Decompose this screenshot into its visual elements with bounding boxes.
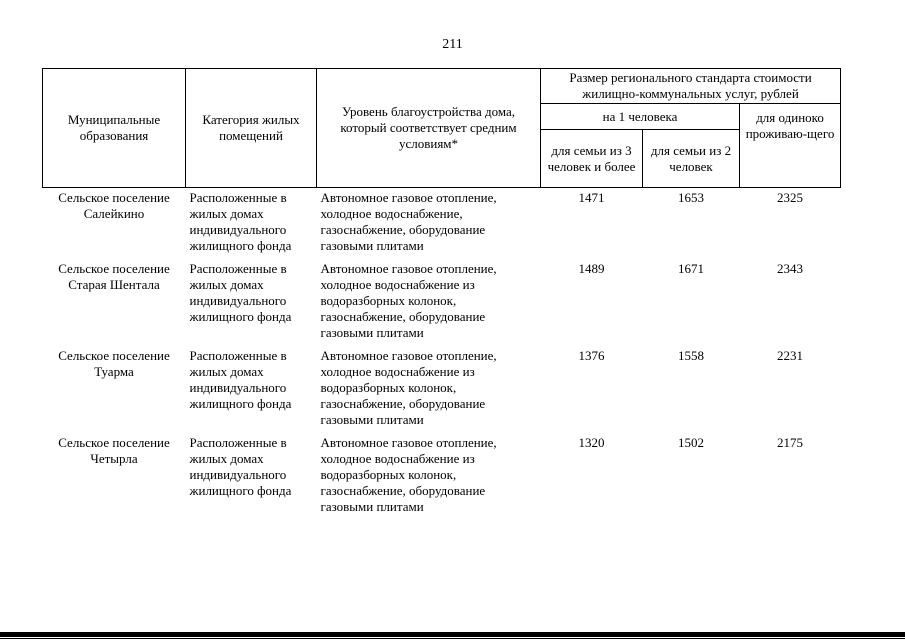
table-row [43,259,841,346]
row-category: Расположенные в жилых домах индивидуального жилищного фонда [189,261,292,324]
row-municipality: Сельское поселение Салейкино [58,190,170,221]
table-header [43,69,841,188]
row-municipality: Сельское поселение Четырла [58,435,170,466]
row-category: Расположенные в жилых домах индивидуального жилищного фонда [189,348,292,411]
header-family3: для семьи из 3 человек и более [541,130,643,188]
row-family3-value: 1489 [578,261,605,276]
row-municipality: Сельское поселение Туарма [58,348,170,379]
row-family3-value: 1471 [578,190,605,205]
row-category: Расположенные в жилых домах индивидуального жилищного фонда [189,190,292,253]
row-single-value: 2325 [777,190,804,205]
row-family2-value: 1502 [678,435,704,450]
housing-standards-table [42,68,841,520]
row-level: Автономное газовое отопление, холодное водоснабжение из водоразборных колонок, газоснабжение, оборудование газовыми плитами [320,348,497,427]
row-level: Автономное газовое отопление, холодное водоснабжение из водоразборных колонок, газоснабжение, оборудование газовыми плитами [320,261,497,340]
bottom-rule [0,632,905,637]
row-level: Автономное газовое отопление, холодное водоснабжение, газоснабжение, оборудование газовыми плитами [320,190,497,253]
row-single-value: 2175 [777,435,804,450]
table-body [43,188,841,521]
header-family2: для семьи из 2 человек [643,130,740,188]
row-single-value: 2231 [777,348,804,363]
row-single-value: 2343 [777,261,804,276]
row-family2-value: 1653 [678,190,704,205]
row-municipality: Сельское поселение Старая Шентала [58,261,170,292]
page-number: 211 [442,37,463,52]
row-family3-value: 1376 [578,348,605,363]
row-family2-value: 1671 [678,261,704,276]
row-family3-value: 1320 [578,435,605,450]
header-category: Категория жилых помещений [186,69,317,188]
header-municipality: Муниципальные образования [43,69,186,188]
row-category: Расположенные в жилых домах индивидуального жилищного фонда [189,435,292,498]
row-level: Автономное газовое отопление, холодное водоснабжение из водоразборных колонок, газоснабжение, оборудование газовыми плитами [320,435,497,514]
header-single: для одиноко проживаю-щего [740,104,841,188]
header-standard-size: Размер регионального стандарта стоимости жилищно-коммунальных услуг, рублей [541,69,841,104]
bottom-rule-thin [0,638,905,639]
table-row [43,188,841,260]
header-per-person: на 1 человека [541,104,740,130]
table-row [43,346,841,433]
header-level: Уровень благоустройства дома, который соответствует средним условиям* [317,69,541,188]
row-family2-value: 1558 [678,348,704,363]
table-row [43,433,841,520]
